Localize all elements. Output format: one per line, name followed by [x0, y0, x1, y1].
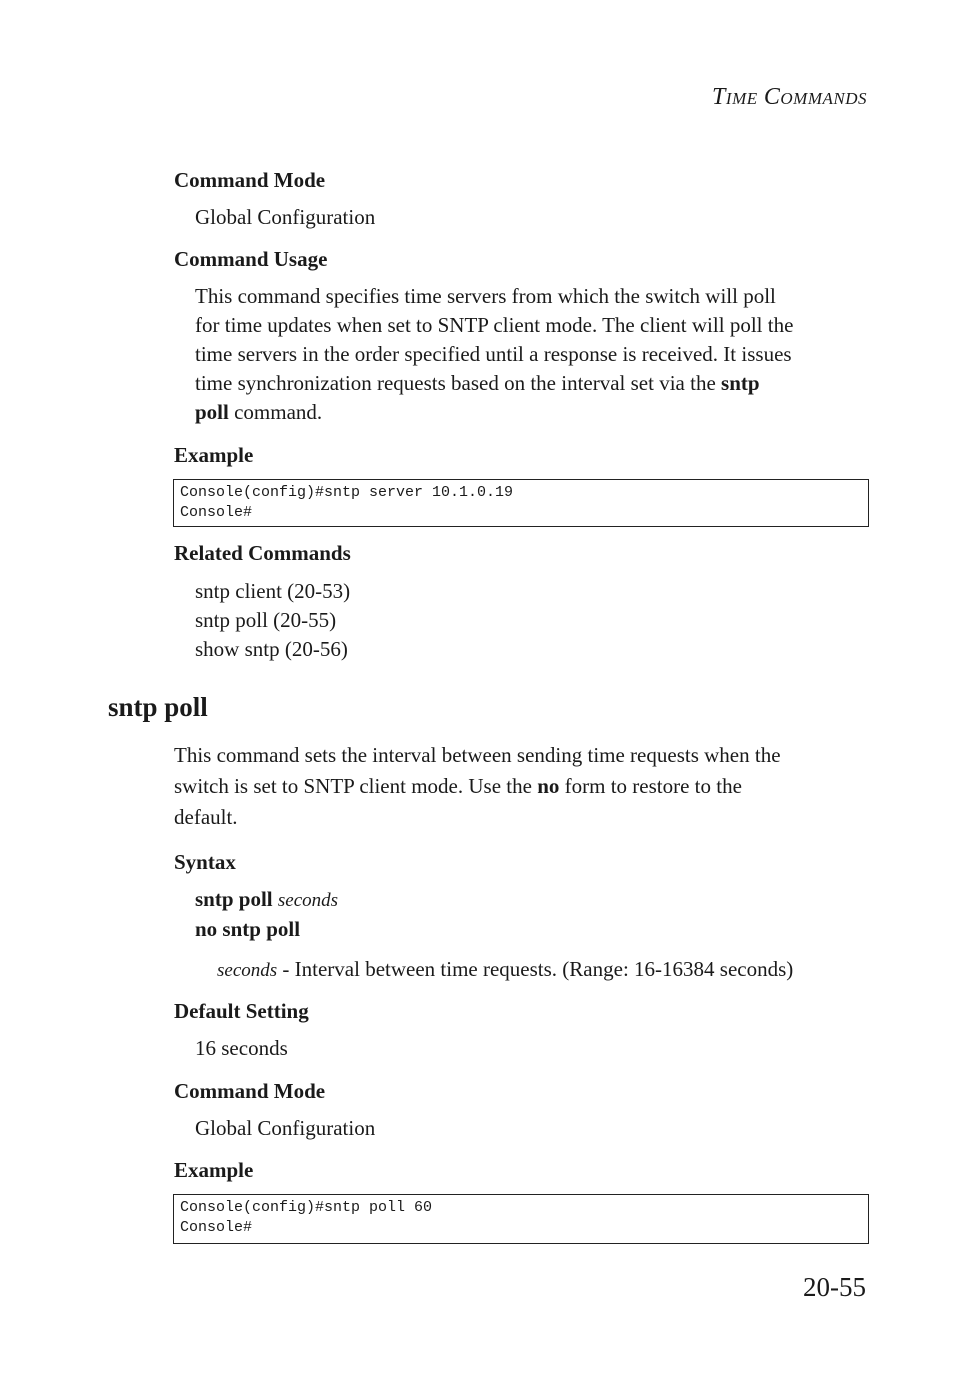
desc-bold: no	[537, 774, 560, 798]
example-heading: Example	[174, 1158, 254, 1182]
param-name: seconds	[217, 960, 278, 981]
related-commands-heading: Related Commands	[174, 541, 351, 565]
related-command-link[interactable]: show sntp (20-56)	[195, 637, 348, 661]
default-setting-value: 16 seconds	[195, 1036, 288, 1060]
usage-text: time synchronization requests based on the interval set via the	[195, 371, 722, 395]
usage-line	[195, 369, 875, 398]
syntax-line	[195, 885, 338, 915]
example-heading: Example	[174, 443, 254, 467]
related-command-link[interactable]: sntp client (20-53)	[195, 579, 351, 603]
syntax-block	[195, 885, 338, 944]
usage-line: for time updates when set to SNTP client mode. The client will poll the	[195, 313, 794, 337]
usage-bold-cmd: sntp	[721, 371, 760, 395]
usage-line: This command specifies time servers from which the switch will poll	[195, 284, 776, 308]
usage-bold-cmd: poll	[195, 400, 229, 424]
header-rest-ommands: OMMANDS	[780, 89, 867, 108]
command-mode-value: Global Configuration	[195, 1116, 376, 1140]
usage-text: command.	[228, 400, 323, 424]
section-description	[174, 740, 864, 833]
header-letter-c: C	[763, 84, 781, 110]
default-setting-heading: Default Setting	[174, 999, 309, 1023]
command-mode-heading: Command Mode	[174, 1079, 326, 1103]
syntax-param: seconds	[277, 890, 339, 911]
command-usage-heading: Command Usage	[174, 247, 328, 271]
syntax-cmd: sntp poll	[195, 887, 273, 911]
usage-line	[195, 398, 875, 427]
desc-text: switch is set to SNTP client mode. Use the	[174, 774, 538, 798]
header-letter-t: T	[712, 84, 726, 110]
desc-line	[174, 771, 864, 802]
desc-line: default.	[174, 805, 238, 829]
syntax-no-form: no sntp poll	[195, 917, 301, 941]
command-mode-heading: Command Mode	[174, 168, 326, 192]
desc-line: This command sets the interval between sending time requests when the	[174, 743, 781, 767]
running-header	[712, 84, 867, 111]
related-command-link[interactable]: sntp poll (20-55)	[195, 608, 337, 632]
param-desc: - Interval between time requests. (Range: 16-16384 seconds)	[277, 957, 794, 981]
page-number: 20-55	[803, 1272, 866, 1302]
command-mode-value: Global Configuration	[195, 205, 376, 229]
syntax-heading: Syntax	[174, 850, 236, 874]
desc-text: form to restore to the	[559, 774, 742, 798]
param-description	[217, 955, 793, 985]
example-code-box: Console(config)#sntp poll 60 Console#	[173, 1194, 869, 1244]
command-usage-paragraph	[195, 282, 875, 427]
related-commands-list	[195, 577, 350, 664]
usage-line: time servers in the order specified until a response is received. It issues	[195, 342, 792, 366]
header-rest-ime: IME	[725, 89, 758, 108]
section-title: sntp poll	[108, 692, 208, 722]
example-code-box: Console(config)#sntp server 10.1.0.19 Console#	[173, 479, 869, 527]
